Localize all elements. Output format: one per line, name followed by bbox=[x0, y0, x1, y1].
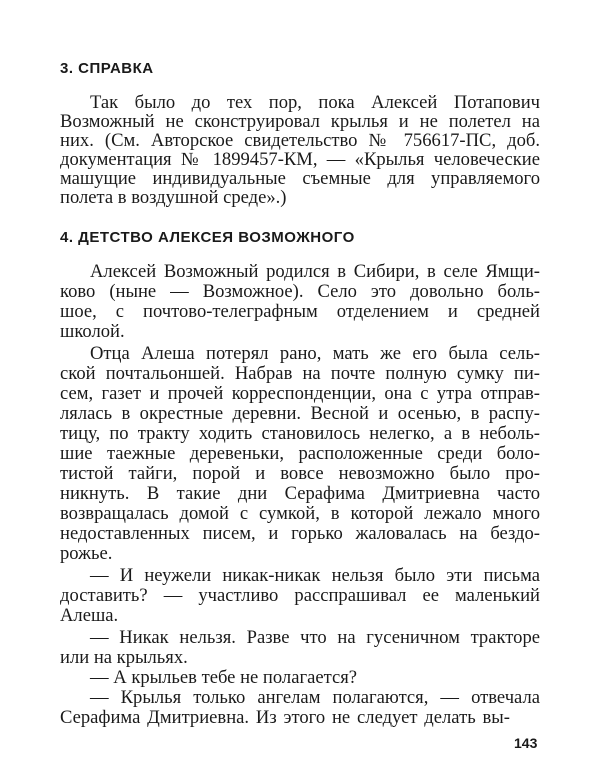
dialogue-line: — Никак нельзя. Разве что на гусеничном тракторе bbox=[90, 627, 540, 648]
paragraph-line: них. (См. Авторское свидетельство № 756617-ПС, доб. bbox=[60, 130, 540, 151]
paragraph-line: шие таежные деревеньки, расположенные среди боло- bbox=[60, 443, 540, 464]
dialogue-line: Алеша. bbox=[60, 605, 119, 626]
paragraph-line: тистой тайги, порой и вовсе невозможно было про- bbox=[60, 463, 540, 484]
paragraph-line: полета в воздушной среде».) bbox=[60, 187, 287, 208]
paragraph-line: шое, с почтово-телеграфным отделением и средней bbox=[60, 301, 540, 322]
paragraph-line: документация № 1899457-КМ, — «Крылья человеческие bbox=[60, 149, 540, 170]
paragraph-line: школой. bbox=[60, 321, 125, 342]
dialogue-line: доставить? — участливо расспрашивал ее маленький bbox=[60, 585, 540, 606]
dialogue-line: — Крылья только ангелам полагаются, — отвечала bbox=[90, 687, 540, 708]
paragraph-line: Возможный не сконструировал крылья и не полетел на bbox=[60, 111, 540, 132]
dialogue-line: или на крыльях. bbox=[60, 647, 188, 668]
section-4-heading: 4. ДЕТСТВО АЛЕКСЕЯ ВОЗМОЖНОГО bbox=[60, 229, 355, 246]
paragraph-line: Отца Алеша потерял рано, мать же его была сель- bbox=[90, 343, 540, 364]
paragraph-line: сем, газет и прочей корреспонденции, она с утра отправ- bbox=[60, 383, 540, 404]
paragraph-line: тицу, по тракту ходить становилось нелегко, а в неболь- bbox=[60, 423, 540, 444]
paragraph-line: Так было до тех пор, пока Алексей Потапович bbox=[90, 92, 540, 113]
paragraph-line: ково (ныне — Возможное). Село это довольно боль- bbox=[60, 281, 540, 302]
dialogue-line: — А крыльев тебе не полагается? bbox=[90, 667, 358, 688]
paragraph-line: возвращалась домой с сумкой, в которой лежало много bbox=[60, 503, 540, 524]
paragraph-line: лялась в окрестные деревни. Весной и осенью, в распу- bbox=[60, 403, 540, 424]
paragraph-line: никнуть. В такие дни Серафима Дмитриевна часто bbox=[60, 483, 540, 504]
paragraph-line: рожье. bbox=[60, 543, 113, 564]
page-number: 143 bbox=[514, 735, 538, 751]
paragraph-line: недоставленных писем, и горько жаловалась на бездо- bbox=[60, 523, 540, 544]
dialogue-line: — И неужели никак-никак нельзя было эти письма bbox=[90, 565, 540, 586]
paragraph-line: ской почтальоншей. Набрав на почте полную сумку пи- bbox=[60, 363, 540, 384]
paragraph-line: машущие индивидуальные съемные для управляемого bbox=[60, 168, 540, 189]
section-3-heading: 3. СПРАВКА bbox=[60, 60, 154, 77]
dialogue-line: Серафима Дмитриевна. Из этого не следует делать вы- bbox=[60, 707, 510, 728]
paragraph-line: Алексей Возможный родился в Сибири, в селе Ямщи- bbox=[90, 261, 540, 282]
